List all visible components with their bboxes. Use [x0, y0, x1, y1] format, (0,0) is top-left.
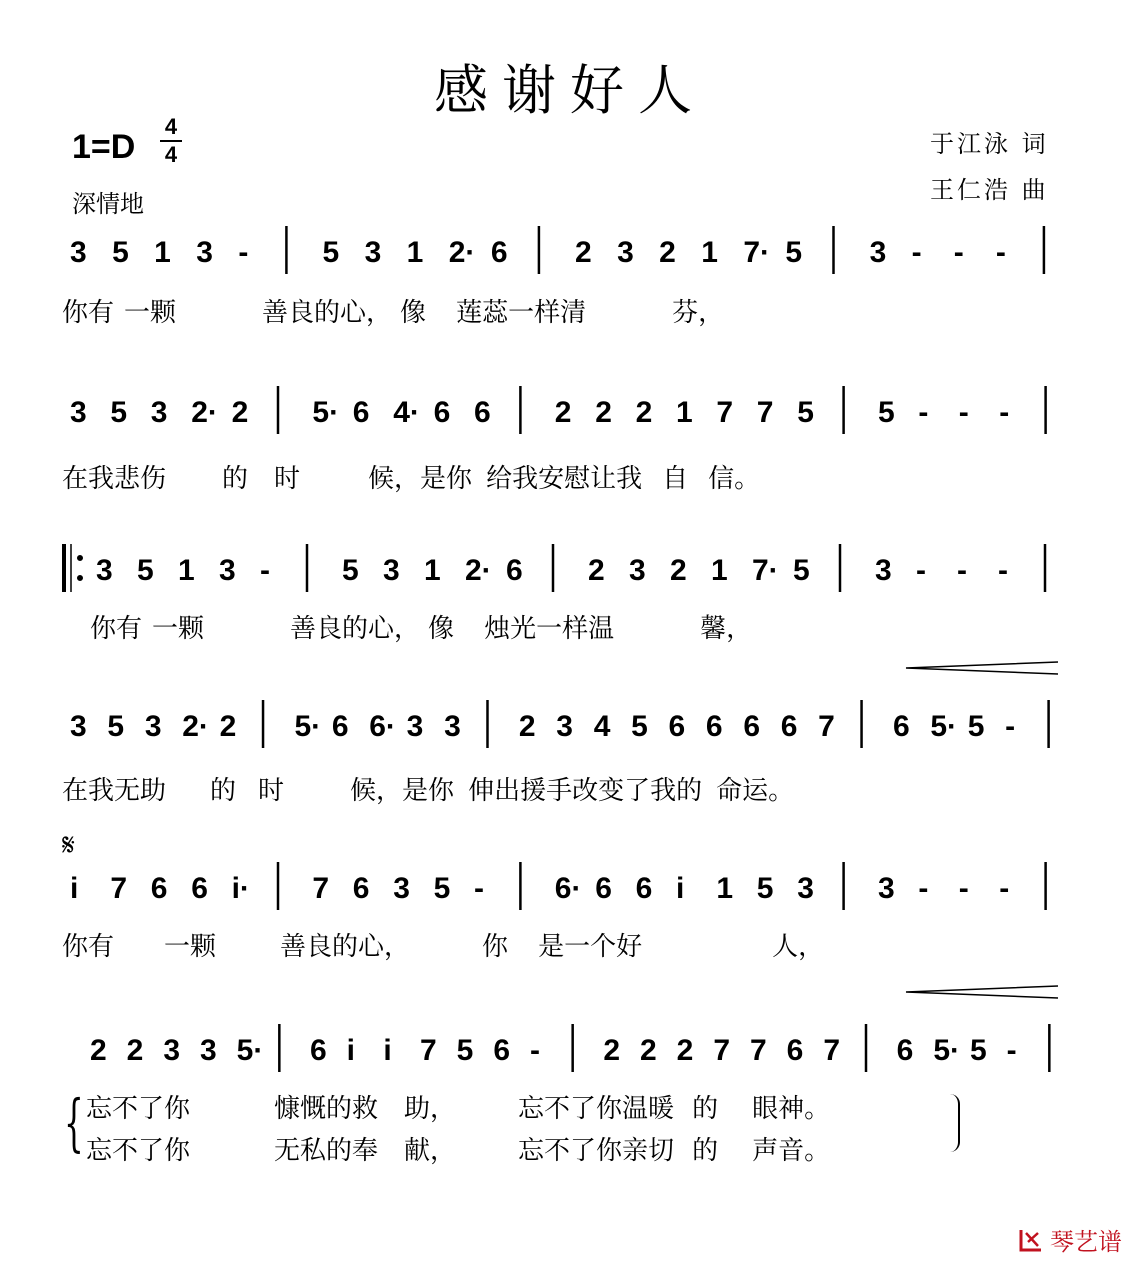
note: 5·	[294, 710, 322, 743]
note: -	[911, 236, 922, 269]
note: -	[1006, 1034, 1017, 1067]
note: -	[957, 554, 967, 587]
note: 6	[743, 710, 761, 743]
note: 6	[490, 236, 508, 269]
note: 6	[474, 396, 491, 429]
watermark-text: 琴艺谱	[1050, 1228, 1122, 1256]
lyric-line-3: 你有 一颗 善良的心， 像 烛光一样温 馨，	[90, 614, 753, 644]
note: 3	[556, 710, 573, 743]
note: 6	[635, 872, 653, 905]
note: 7	[818, 710, 835, 743]
note: 5	[137, 554, 154, 587]
note: 3	[196, 236, 213, 269]
note: -	[958, 872, 969, 905]
note: 3	[878, 872, 895, 905]
tempo-marking: 深情地	[72, 190, 144, 218]
note: 5	[785, 236, 803, 269]
note: 1	[154, 236, 171, 269]
note: 3	[96, 554, 113, 587]
note: 2	[659, 236, 676, 269]
note: 7	[420, 1034, 437, 1067]
note: 7	[713, 1034, 731, 1067]
note: 6	[705, 710, 723, 743]
note: 5·	[236, 1034, 264, 1067]
key-signature: 1=D	[72, 128, 136, 166]
note: 5	[107, 710, 125, 743]
note: 2	[90, 1034, 107, 1067]
note: 7	[716, 396, 734, 429]
note: 1	[716, 872, 734, 905]
note: 6	[352, 872, 370, 905]
note: 2	[635, 396, 653, 429]
composer-credit: 王仁浩 曲	[930, 176, 1049, 204]
note: 1	[676, 396, 693, 429]
note: 3	[617, 236, 634, 269]
note: 6	[191, 872, 208, 905]
note: 2·	[465, 554, 492, 587]
time-signature-bottom: 4	[164, 142, 178, 167]
note: 5	[342, 554, 359, 587]
note: 6	[433, 396, 451, 429]
note: -	[916, 554, 926, 587]
lyric-line-7: 忘不了你 无私的奉 献， 忘不了你亲切 的 声音。	[86, 1136, 831, 1166]
note: 2	[518, 710, 536, 743]
note: 5·	[933, 1034, 961, 1067]
note: 3	[219, 554, 236, 587]
lyric-line-1: 你有 一颗 善良的心， 像 莲蕊一样清 芬，	[62, 298, 725, 328]
note: -	[999, 396, 1010, 429]
note: 2	[640, 1034, 657, 1067]
note: -	[998, 554, 1008, 587]
note: 2·	[191, 396, 218, 429]
note: 5	[793, 554, 810, 587]
note: 5	[433, 872, 451, 905]
note: 3	[70, 710, 87, 743]
note: 2	[603, 1034, 621, 1067]
segno-sign: 𝄋	[62, 828, 75, 863]
note: 5	[631, 710, 648, 743]
note: 5	[112, 236, 129, 269]
note: 5	[970, 1034, 987, 1067]
note: 6	[310, 1034, 327, 1067]
note: 3	[150, 396, 168, 429]
note: 3	[200, 1034, 217, 1067]
note: 3	[70, 236, 87, 269]
note: 3	[383, 554, 400, 587]
note: 4·	[393, 396, 420, 429]
note: 3	[163, 1034, 181, 1067]
note: -	[1005, 710, 1016, 743]
note: 3	[393, 872, 410, 905]
lyric-line-5: 你有 一颗 善良的心， 你 是一个好 人，	[62, 932, 825, 962]
note: 5	[322, 236, 340, 269]
note: 2·	[182, 710, 209, 743]
lyric-line-2: 在我悲伤 的 时 候，是你 给我安慰让我 自 信。	[62, 464, 761, 494]
lyricist-credit: 于江泳 词	[930, 130, 1049, 158]
note: 2	[670, 554, 687, 587]
note: 3	[629, 554, 646, 587]
note: i·	[231, 872, 250, 905]
note: 6	[896, 1034, 914, 1067]
note: 7·	[743, 236, 771, 269]
note: i	[70, 872, 79, 905]
lyric-line-6: 忘不了你 慷慨的救 助， 忘不了你温暖 的 眼神。	[86, 1094, 831, 1124]
lyric-line-4: 在我无助 的 时 候，是你 伸出援手改变了我的 命运。	[62, 776, 795, 806]
note: 2	[588, 554, 605, 587]
note: 6	[595, 872, 612, 905]
note: -	[958, 396, 969, 429]
time-signature-top: 4	[164, 114, 178, 139]
note: 7	[750, 1034, 767, 1067]
note: -	[953, 236, 964, 269]
note: 2·	[448, 236, 476, 269]
note: -	[474, 872, 484, 905]
note: 1	[701, 236, 718, 269]
note: -	[260, 554, 270, 587]
note: 7	[110, 872, 128, 905]
note: 2	[231, 396, 249, 429]
note: 3	[364, 236, 382, 269]
note: 2	[575, 236, 592, 269]
note: 6	[352, 396, 370, 429]
note: 5·	[312, 396, 340, 429]
note: 6·	[369, 710, 396, 743]
note: 7·	[752, 554, 779, 587]
note: -	[238, 236, 249, 269]
note: 3	[875, 554, 892, 587]
note: 7	[756, 396, 774, 429]
note: i	[383, 1034, 392, 1067]
note: 3	[869, 236, 887, 269]
note: 5	[756, 872, 774, 905]
note: 6	[493, 1034, 511, 1067]
note: -	[999, 872, 1010, 905]
note: i	[676, 872, 685, 905]
note: 5	[110, 396, 128, 429]
note: 3	[144, 710, 162, 743]
note: 5	[967, 710, 985, 743]
note: 4	[593, 710, 611, 743]
note: 2	[676, 1034, 694, 1067]
repeat-start-sign	[64, 544, 83, 592]
note: 7	[312, 872, 330, 905]
note: 2	[554, 396, 572, 429]
note: 5	[797, 396, 814, 429]
logo-icon	[1018, 1227, 1044, 1253]
note: 6	[668, 710, 686, 743]
note: 1	[424, 554, 441, 587]
note: 3	[406, 710, 424, 743]
note: 5	[456, 1034, 474, 1067]
note: 2	[595, 396, 612, 429]
note: 2	[219, 710, 237, 743]
verse-brace-open: {	[64, 1086, 84, 1159]
verse-brace-close	[944, 1094, 960, 1152]
hairpin-2	[906, 986, 1058, 998]
note: 6	[892, 710, 910, 743]
note: 1	[711, 554, 728, 587]
score-title: 感谢好人	[434, 59, 706, 122]
note: 6	[331, 710, 349, 743]
note: 5	[878, 396, 895, 429]
note: 3	[797, 872, 814, 905]
note: 7	[823, 1034, 841, 1067]
note: 6	[506, 554, 523, 587]
watermark	[1018, 1222, 1122, 1257]
note: -	[918, 872, 929, 905]
note: 2	[126, 1034, 144, 1067]
note: 1	[406, 236, 424, 269]
note: -	[918, 396, 929, 429]
note: 5·	[930, 710, 958, 743]
hairpin-1	[906, 662, 1058, 674]
note: 3	[444, 710, 461, 743]
note: -	[995, 236, 1006, 269]
note: i	[346, 1034, 356, 1067]
note: 6	[780, 710, 798, 743]
note: 1	[178, 554, 195, 587]
note: 6·	[554, 872, 582, 905]
note: -	[530, 1034, 540, 1067]
note: 6	[786, 1034, 804, 1067]
note: 3	[70, 396, 87, 429]
note: 6	[150, 872, 168, 905]
